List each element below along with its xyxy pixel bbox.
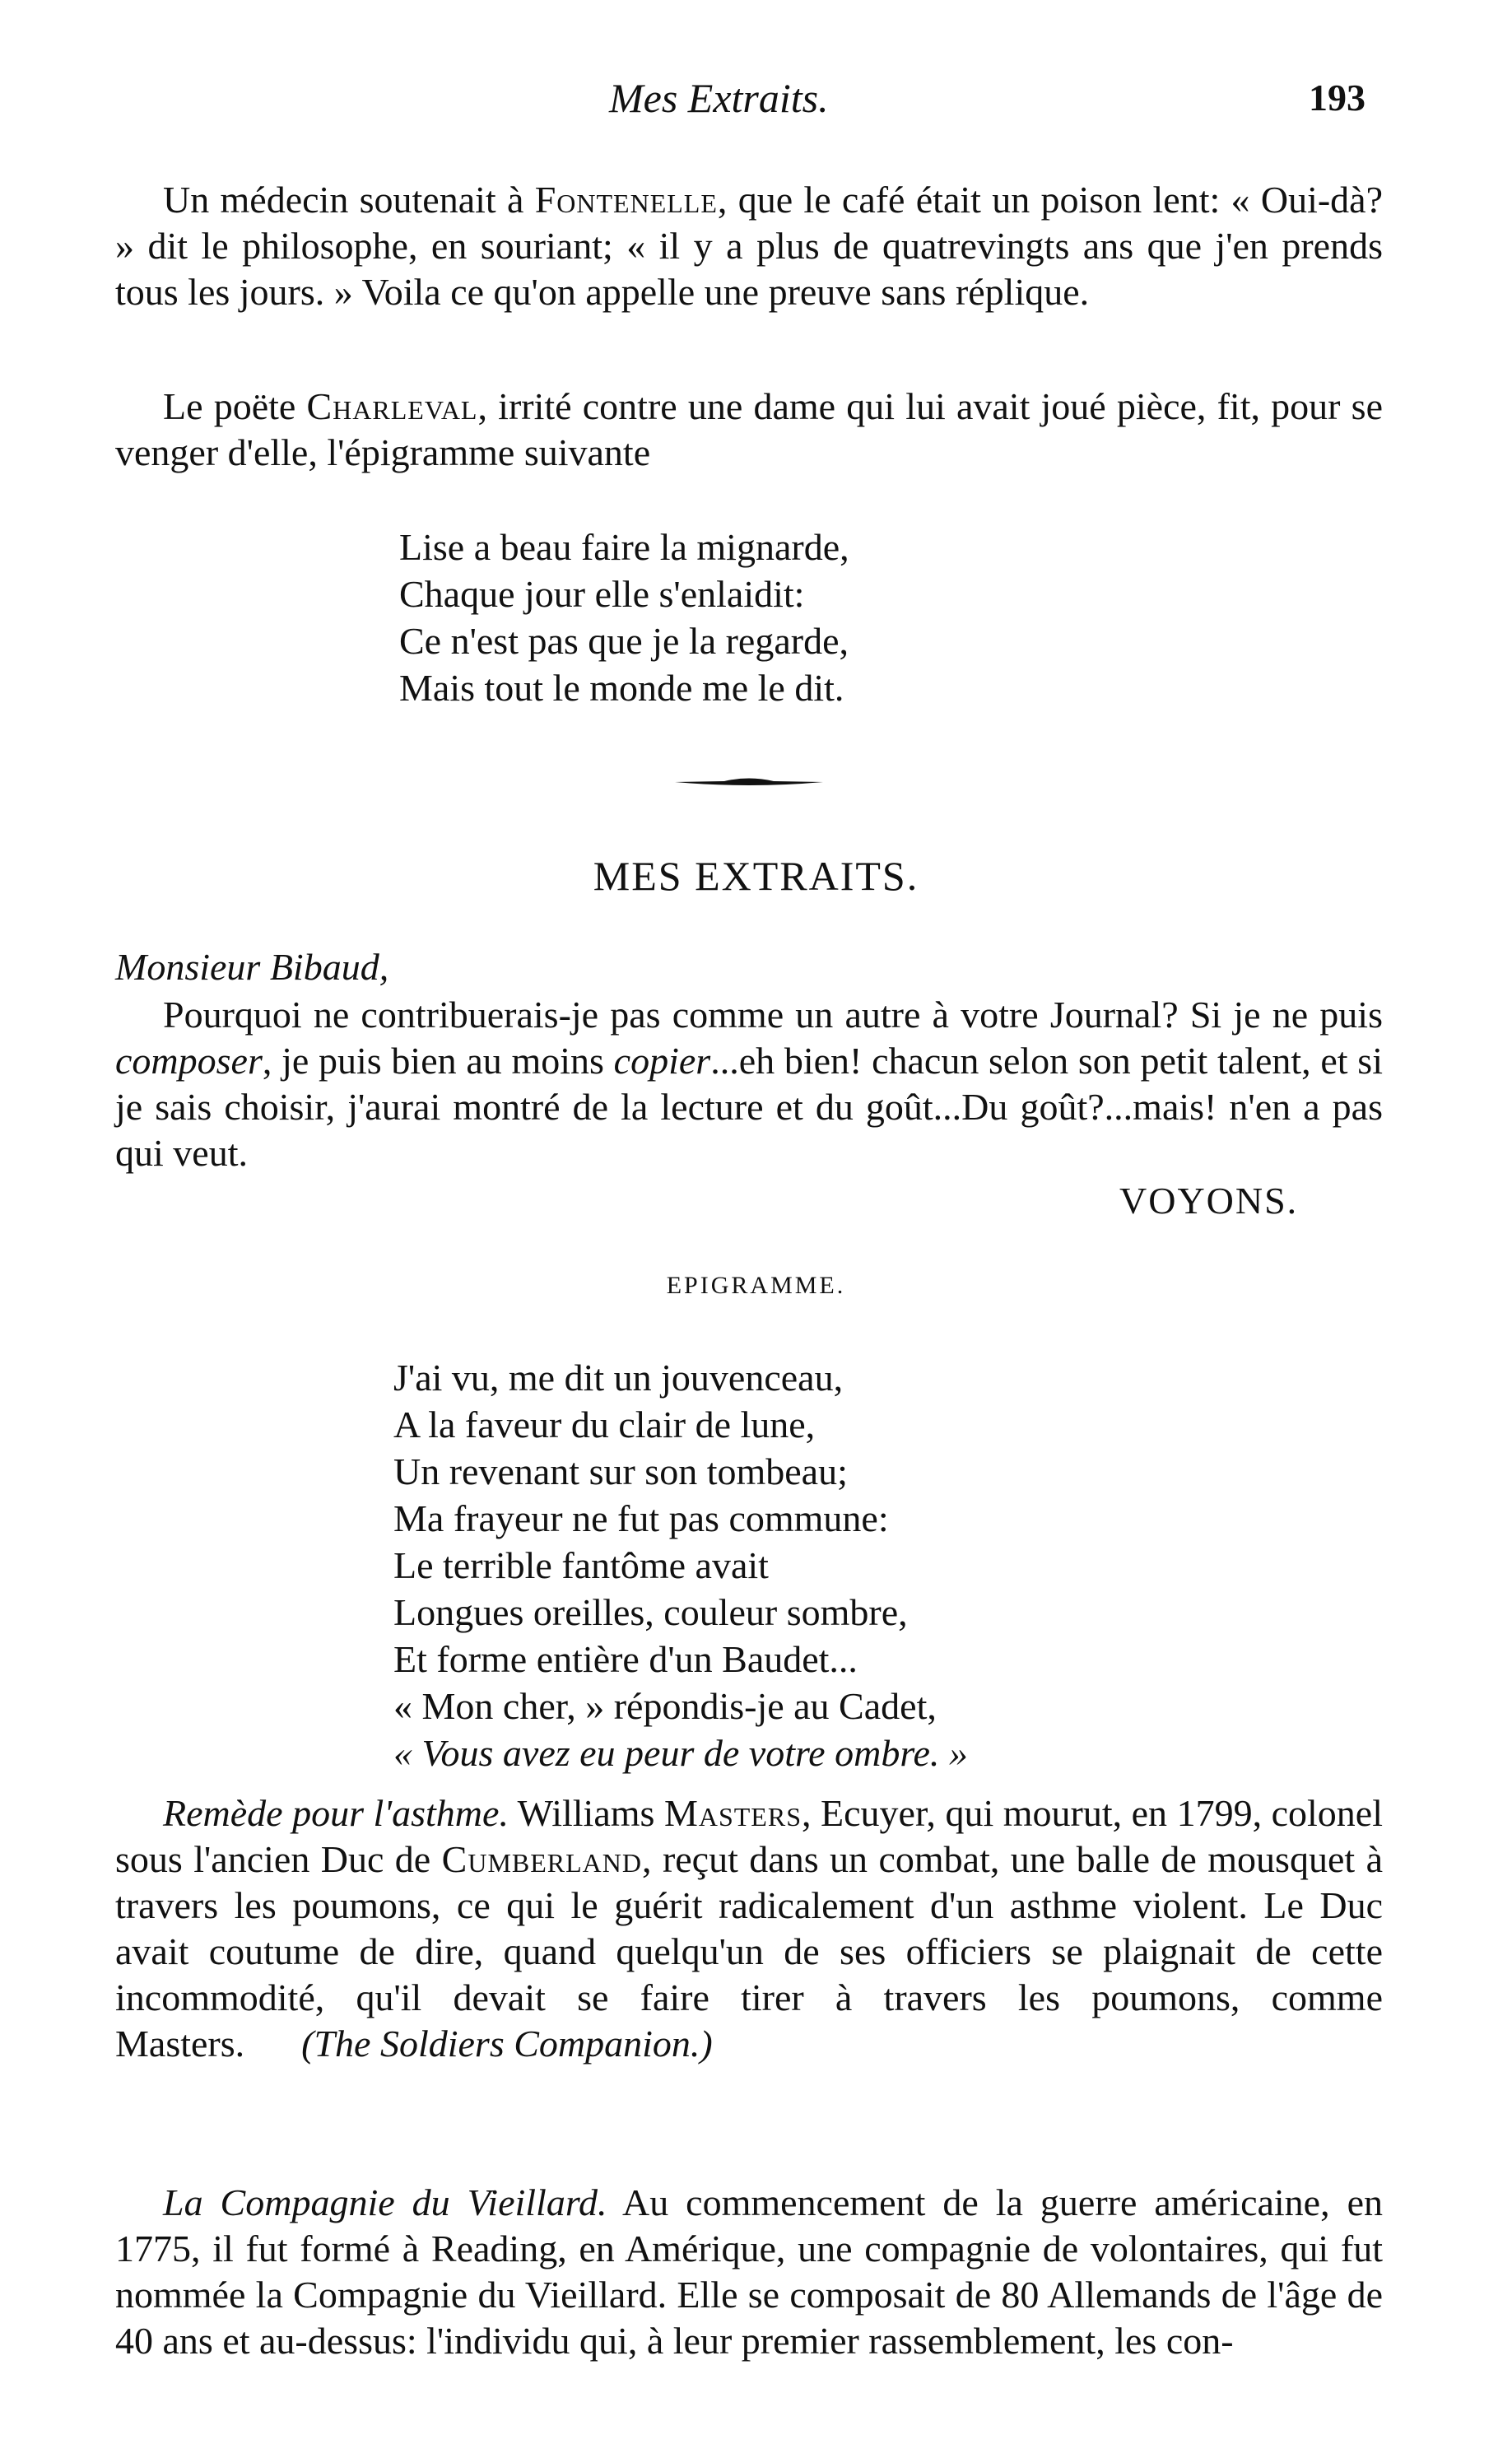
poem-line: Chaque jour elle s'enlaidit: bbox=[399, 573, 805, 615]
lise-poem bbox=[399, 524, 849, 711]
citation: (The Soldiers Companion.) bbox=[301, 2023, 713, 2065]
running-head bbox=[0, 74, 1512, 132]
vieillard-text: Au commencement de la guerre américaine, en 1775, il fut formé à Reading, en Amérique, une compagnie de volontaires, qui fut nommée la Compagnie du Vieillard. Elle se composait de 80 Allemands de l'âge de 40 ans et au-dessus: l'individu qui, à leur premier rassemblement, les con- bbox=[115, 2181, 1383, 2362]
remede-text: Williams bbox=[508, 1792, 664, 1834]
poem-line: Lise a beau faire la mignarde, bbox=[399, 526, 849, 568]
charleval-name: Charleval bbox=[306, 385, 478, 427]
poem-line: Un revenant sur son tombeau; bbox=[393, 1450, 848, 1492]
letter-copier: copier bbox=[613, 1040, 711, 1082]
charleval-anecdote bbox=[115, 384, 1383, 476]
poem-line: A la faveur du clair de lune, bbox=[393, 1404, 816, 1445]
charleval-rest: , irrité contre une dame qui lui avait joué pièce, fit, pour se venger d'elle, l'épigramme suivante bbox=[115, 385, 1383, 473]
poem-line: Longues oreilles, couleur sombre, bbox=[393, 1591, 908, 1633]
poem-line: Et forme entière d'un Baudet... bbox=[393, 1638, 858, 1680]
signature: VOYONS. bbox=[1119, 1180, 1299, 1222]
letter-composer: composer bbox=[115, 1040, 263, 1082]
remede-text: , reçut dans un combat, une balle de mousquet à travers les poumons, ce qui le guérit radicalement d'un asthme violent. Le Duc avait coutume de dire, quand quelqu'un de ses officiers se plaignait de cette incommodité, qu'il devait se faire tirer à travers les poumons, comme Masters. bbox=[115, 1838, 1383, 2065]
remede-title: Remède pour l'asthme. bbox=[163, 1792, 509, 1834]
fontenelle-rest: , que le café était un poison lent: « Oui-dà? » dit le philosophe, en souriant; « il y a plus de quatrevingts ans que j'en prends tous les jours. » Voila ce qu'on appelle une preuve sans réplique. bbox=[115, 179, 1383, 313]
remede-paragraph bbox=[115, 1790, 1383, 2067]
salutation: Monsieur Bibaud, bbox=[115, 946, 389, 988]
poem-line: J'ai vu, me dit un jouvenceau, bbox=[393, 1357, 844, 1399]
poem-line: Le terrible fantôme avait bbox=[393, 1544, 769, 1586]
poem-line-last: « Vous avez eu peur de votre ombre. » bbox=[393, 1732, 968, 1774]
letter-text: Pourquoi ne contribuerais-je pas comme un autre à votre Journal? Si je ne puis bbox=[163, 994, 1383, 1036]
fontenelle-lead: Un médecin soutenait à bbox=[163, 179, 535, 221]
poem-line: « Mon cher, » répondis-je au Cadet, bbox=[393, 1685, 937, 1727]
letter-body bbox=[115, 992, 1383, 1176]
vieillard-title: La Compagnie du Vieillard. bbox=[163, 2181, 607, 2223]
ornament-divider-icon bbox=[675, 774, 823, 790]
running-title: Mes Extraits. bbox=[609, 75, 829, 121]
letter-text: ...eh bien! chacun selon son petit talent, et si je sais choisir, j'aurai montré de la lecture et du goût...Du goût?...mais! n'en a pas qui veut. bbox=[115, 1040, 1383, 1174]
fontenelle-anecdote bbox=[115, 177, 1383, 315]
remede-text: , Ecuyer, qui mourut, en 1799, colonel sous l'ancien Duc de bbox=[115, 1792, 1383, 1880]
letter-text: , je puis bien au moins bbox=[262, 1040, 614, 1082]
poem-line: Ma frayeur ne fut pas commune: bbox=[393, 1497, 889, 1539]
epigram-title: EPIGRAMME. bbox=[666, 1272, 846, 1299]
epigram-poem bbox=[393, 1354, 968, 1776]
remede-cumberland: Cumberland bbox=[441, 1838, 643, 1880]
vieillard-paragraph bbox=[115, 2180, 1383, 2364]
page-number: 193 bbox=[1309, 77, 1365, 119]
section-title: MES EXTRAITS. bbox=[593, 853, 919, 899]
poem-line: Mais tout le monde me le dit. bbox=[399, 667, 844, 709]
charleval-lead: Le poëte bbox=[163, 385, 307, 427]
poem-line: Ce n'est pas que je la regarde, bbox=[399, 620, 849, 662]
remede-masters: Masters bbox=[663, 1792, 802, 1834]
fontenelle-name: Fontenelle bbox=[534, 179, 718, 221]
